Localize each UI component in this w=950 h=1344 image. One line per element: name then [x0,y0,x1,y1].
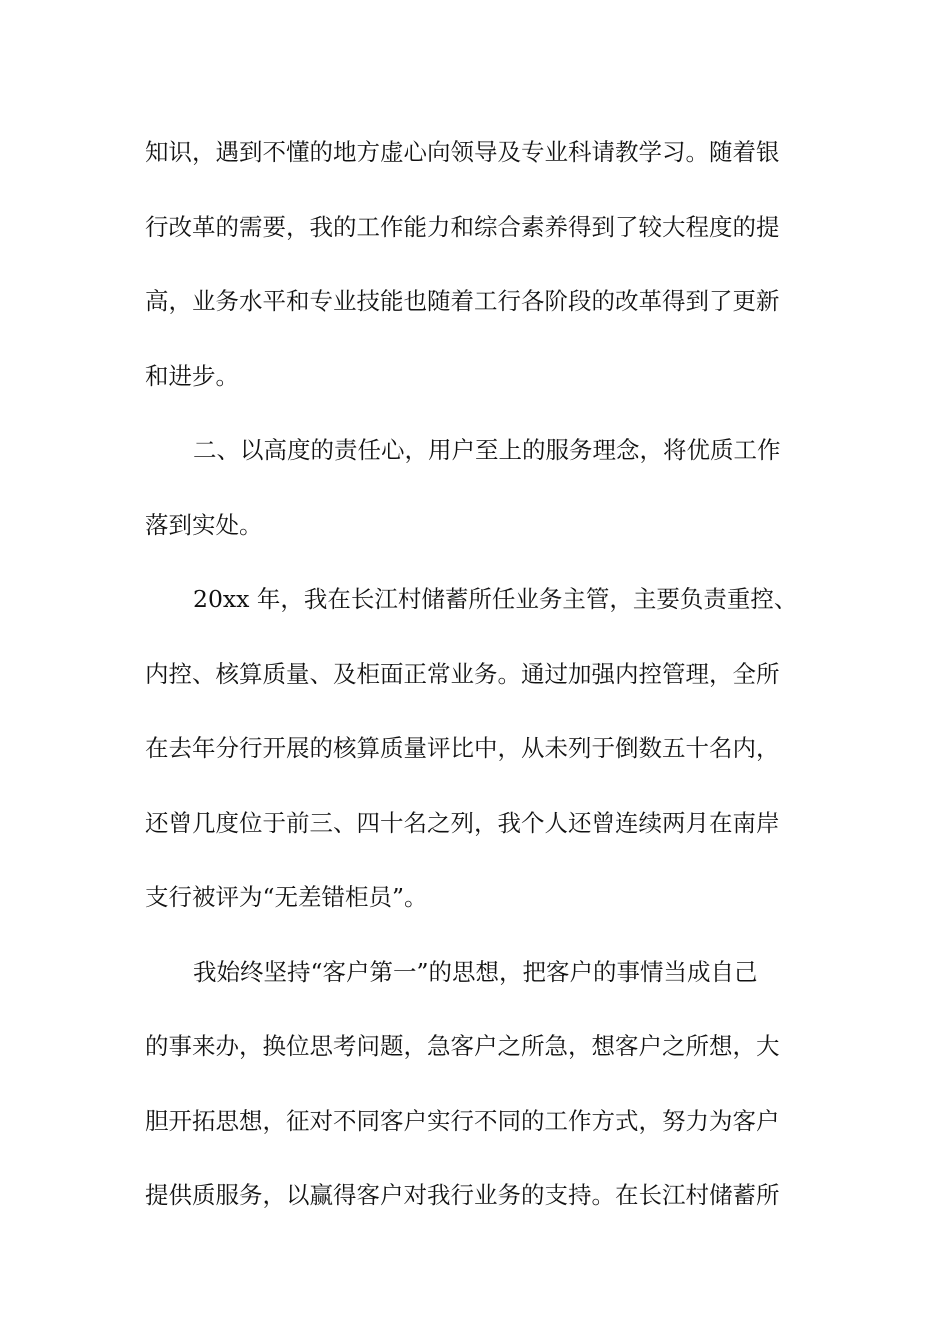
text-line: 落到实处。 [145,510,263,539]
text-line: 和进步。 [145,361,239,390]
text-line: 行改革的需要，我的工作能力和综合素养得到了较大程度的提 [145,212,780,241]
text-line: 20xx 年，我在长江村储蓄所任业务主管，主要负责重控、 [193,585,798,613]
text-line: 提供质服务，以赢得客户对我行业务的支持。在长江村储蓄所 [145,1181,780,1209]
text-line: 内控、核算质量、及柜面正常业务。通过加强内控管理，全所 [145,659,780,688]
document-body [145,128,810,1246]
text-line: 二、以高度的责任心，用户至上的服务理念，将优质工作 [193,436,781,464]
text-line: 我始终坚持“客户第一”的思想，把客户的事情当成自己 [193,957,758,986]
text-line: 胆开拓思想，征对不同客户实行不同的工作方式，努力为客户 [145,1106,780,1135]
text-line: 知识，遇到不懂的地方虚心向领导及专业科请教学习。随着银 [145,138,780,166]
text-line: 支行被评为“无差错柜员”。 [145,883,428,911]
text-line: 还曾几度位于前三、四十名之列，我个人还曾连续两月在南岸 [145,808,780,837]
text-line: 在去年分行开展的核算质量评比中，从未列于倒数五十名内， [145,734,780,762]
text-line: 的事来办，换位思考问题，急客户之所急，想客户之所想，大 [145,1032,780,1060]
text-line: 高，业务水平和专业技能也随着工行各阶段的改革得到了更新 [145,287,780,315]
